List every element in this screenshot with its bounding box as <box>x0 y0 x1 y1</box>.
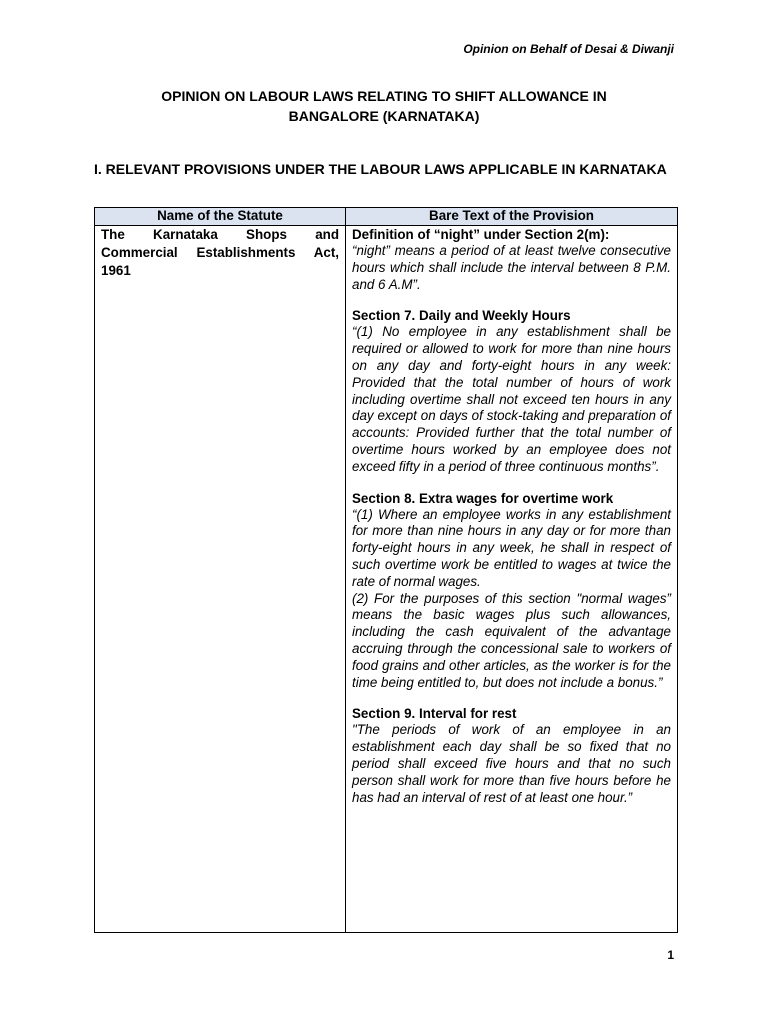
provision-section-8 <box>352 490 671 692</box>
provision-heading: Section 9. Interval for rest <box>352 706 517 722</box>
column-header-statute: Name of the Statute <box>95 208 346 226</box>
section-heading: I. RELEVANT PROVISIONS UNDER THE LABOUR LAWS APPLICABLE IN KARNATAKA <box>94 161 667 177</box>
provision-heading: Section 8. Extra wages for overtime work <box>352 490 614 506</box>
provision-section-9 <box>352 705 671 806</box>
provision-section-7 <box>352 307 671 475</box>
document-title <box>94 86 674 126</box>
provisions-table <box>94 207 678 933</box>
provision-text: “night” means a period of at least twelve consecutive hours which shall include the interval between 8 P.M. and 6 A.M”. <box>352 243 671 292</box>
page-number: 1 <box>667 948 674 962</box>
column-header-provision: Bare Text of the Provision <box>346 208 678 226</box>
statute-name: The Karnataka Shops and Commercial Establishments Act, 1961 <box>95 226 346 933</box>
provision-heading: Definition of “night” under Section 2(m): <box>352 227 610 242</box>
table-header-row <box>95 208 678 226</box>
provision-text-clause-2: (2) For the purposes of this section "normal wages” means the basic wages plus such allowances, including the cash equivalent of the advantage accruing through the concessional sale to workers of food grains and other articles, as the worker is for the time being entitled to, but does not include a bonus.” <box>352 590 671 690</box>
document-title-line-1: OPINION ON LABOUR LAWS RELATING TO SHIFT ALLOWANCE IN <box>161 88 607 104</box>
provision-cell <box>346 226 678 933</box>
provision-heading: Section 7. Daily and Weekly Hours <box>352 308 571 324</box>
provision-text: “(1) Where an employee works in any establishment for more than nine hours in any day or for more than forty-eight hours in any week, he shall in respect of such overtime work be entitled to wages at twice the rate of normal wages. <box>352 506 671 589</box>
document-title-line-2: BANGALORE (KARNATAKA) <box>288 108 480 124</box>
provision-definition-night <box>352 226 671 293</box>
running-header: Opinion on Behalf of Desai & Diwanji <box>463 42 674 56</box>
provision-text: “(1) No employee in any establishment shall be required or allowed to work for more than nine hours on any day and forty-eight hours in any week: Provided that the total number of hours of work including overtime shall not exceed ten hours in any day except on days of stock-taking and preparation of accounts: Provided further that the total number of overtime hours worked by an employee does not exceed fifty in a period of three continuous months”. <box>352 324 671 474</box>
table-row <box>95 226 678 933</box>
provision-text: "The periods of work of an employee in an establishment each day shall be so fixed that no period shall exceed five hours and that no such person shall work for more than five hours before he has had an interval of rest of at least one hour.” <box>352 722 671 805</box>
